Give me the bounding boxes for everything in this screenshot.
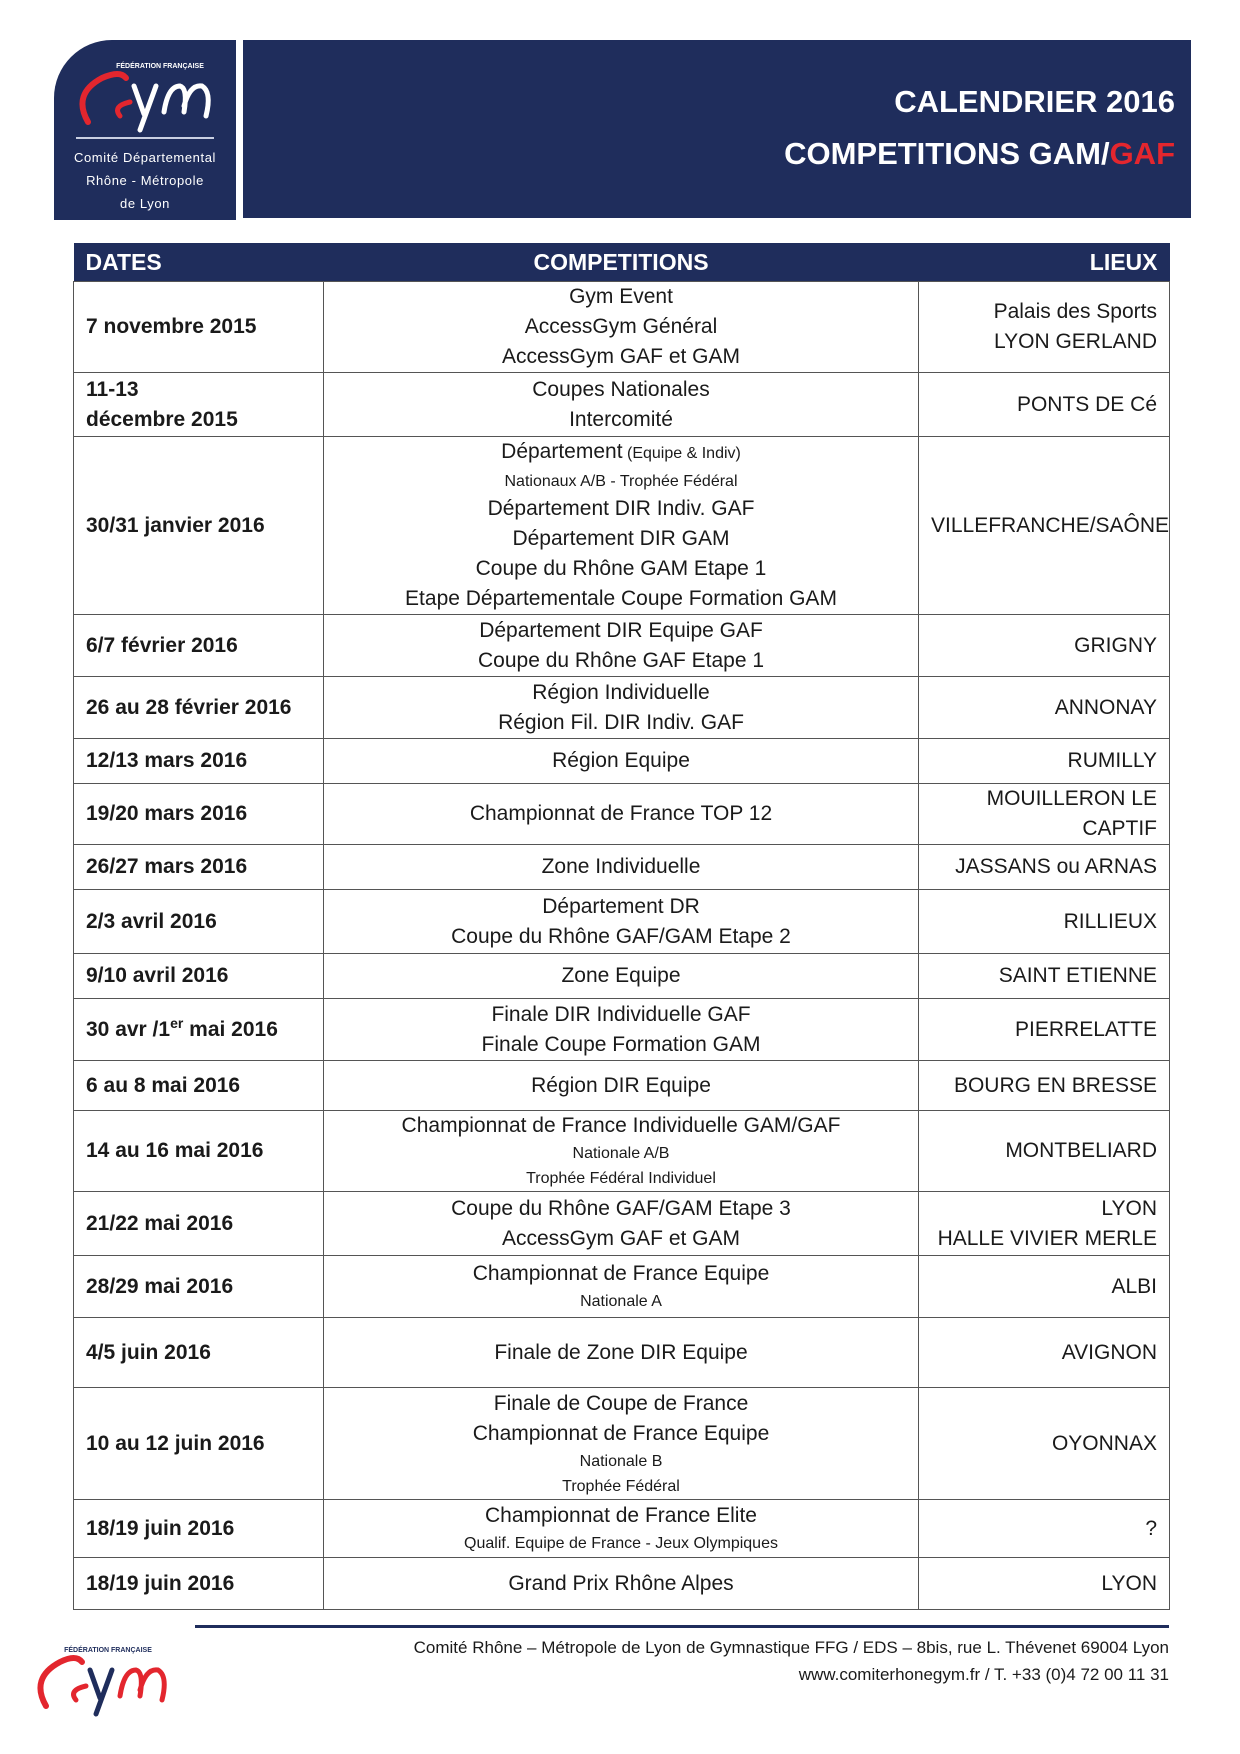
cell-line: LYON GERLAND — [994, 330, 1157, 353]
cell-text: Département — [501, 440, 623, 463]
footer-contact — [414, 1634, 1169, 1688]
table-row — [74, 845, 1170, 890]
date-cell — [74, 1500, 324, 1558]
cell-line: GRIGNY — [1074, 633, 1157, 657]
cell-line: HALLE VIVIER MERLE — [937, 1226, 1157, 1250]
location-cell — [919, 615, 1170, 677]
cell-line: 28/29 mai 2016 — [86, 1274, 234, 1298]
competition-cell — [324, 373, 919, 437]
cell-line: Département DIR GAM — [512, 527, 730, 550]
location-cell — [919, 677, 1170, 739]
cell-line: Coupe du Rhône GAF Etape 1 — [477, 648, 765, 672]
footer-address: Comité Rhône – Métropole de Lyon de Gymnastique FFG / EDS – 8bis, rue L. Thévenet 69004 Lyon — [413, 1638, 1169, 1657]
column-header-competitions: COMPETITIONS — [324, 243, 919, 282]
cell-line: 18/19 juin 2016 — [86, 1516, 235, 1540]
date-cell — [74, 437, 324, 615]
cell-line: 19/20 mars 2016 — [86, 802, 248, 825]
competition-cell — [324, 1256, 919, 1318]
date-cell — [74, 615, 324, 677]
cell-line: décembre 2015 — [86, 407, 238, 431]
committee-name-line: Comité Départemental — [73, 150, 217, 165]
cell-line: PIERRELATTE — [1015, 1017, 1157, 1041]
cell-line: RUMILLY — [1067, 749, 1157, 772]
cell-line: Région DIR Equipe — [531, 1073, 711, 1097]
competition-cell — [324, 1388, 919, 1500]
footer-logo-top-text: FÉDÉRATION FRANÇAISE — [64, 1647, 152, 1654]
location-cell — [919, 1318, 1170, 1388]
location-cell — [919, 1192, 1170, 1256]
location-cell — [919, 954, 1170, 999]
cell-subline: Nationale B — [579, 1452, 663, 1470]
date-cell — [74, 1318, 324, 1388]
cell-line: Zone Individuelle — [541, 855, 701, 878]
cell-line: 6 au 8 mai 2016 — [86, 1073, 241, 1097]
competition-cell — [324, 282, 919, 373]
table-row — [74, 282, 1170, 373]
cell-subline: Qualif. Equipe de France - Jeux Olympiques — [464, 1535, 778, 1552]
cell-line: 7 novembre 2015 — [86, 315, 257, 338]
location-cell — [919, 1388, 1170, 1500]
competition-cell — [324, 1192, 919, 1256]
cell-line: 4/5 juin 2016 — [86, 1340, 211, 1364]
cell-line: OYONNAX — [1051, 1431, 1157, 1455]
date-cell — [74, 1388, 324, 1500]
location-cell — [919, 1111, 1170, 1192]
date-cell — [74, 999, 324, 1061]
competition-cell — [324, 437, 919, 615]
title-line-1: CALENDRIER 2016 — [894, 84, 1175, 119]
cell-line: Championnat de France Individuelle GAM/GAF — [401, 1114, 841, 1137]
date-cell — [74, 677, 324, 739]
cell-line: Gym Event — [569, 285, 673, 308]
location-cell — [919, 999, 1170, 1061]
cell-line: ? — [1145, 1516, 1157, 1540]
cell-line: LYON — [1101, 1571, 1157, 1595]
cell-line: AccessGym GAF et GAM — [501, 345, 741, 368]
location-cell — [919, 373, 1170, 437]
cell-line: Département DIR Indiv. GAF — [487, 497, 755, 520]
table-row — [74, 1256, 1170, 1318]
footer-website-phone: www.comiterhonegym.fr / T. +33 (0)4 72 00 11 31 — [798, 1665, 1169, 1684]
location-cell — [919, 1256, 1170, 1318]
table-row — [74, 1061, 1170, 1111]
cell-line: Coupe du Rhône GAF/GAM Etape 2 — [451, 924, 791, 948]
date-cell — [74, 282, 324, 373]
cell-line: AVIGNON — [1061, 1340, 1157, 1364]
cell-line: ANNONAY — [1054, 695, 1157, 719]
cell-subline: Trophée Fédéral — [562, 1477, 680, 1495]
cell-line: PONTS DE Cé — [1016, 392, 1157, 416]
cell-line: 9/10 avril 2016 — [86, 964, 229, 987]
date-cell — [74, 954, 324, 999]
table-row — [74, 1192, 1170, 1256]
cell-line: 26 au 28 février 2016 — [86, 695, 292, 719]
cell-line: JASSANS ou ARNAS — [955, 855, 1157, 878]
table-row — [74, 615, 1170, 677]
ordinal-suffix: er — [170, 1014, 184, 1031]
cell-line: ALBI — [1111, 1274, 1157, 1298]
cell-line: Championnat de France TOP 12 — [469, 802, 773, 825]
location-cell — [919, 1061, 1170, 1111]
title-line-2 — [784, 128, 1175, 180]
cell-line: AccessGym GAF et GAM — [501, 1226, 741, 1250]
committee-name — [54, 146, 236, 215]
cell-line: Région Fil. DIR Indiv. GAF — [498, 710, 744, 734]
cell-line: 11-13 — [86, 377, 139, 401]
competition-cell — [324, 739, 919, 784]
cell-line: BOURG EN BRESSE — [953, 1073, 1157, 1097]
competition-cell — [324, 784, 919, 845]
date-cell — [74, 739, 324, 784]
location-cell — [919, 282, 1170, 373]
page-title — [784, 76, 1175, 180]
competition-cell — [324, 999, 919, 1061]
cell-line: Région Individuelle — [532, 680, 710, 704]
cell-line: Finale DIR Individuelle GAF — [491, 1002, 751, 1026]
cell-line: Championnat de France Equipe — [472, 1421, 770, 1445]
table-body — [74, 282, 1170, 1610]
table-row — [74, 890, 1170, 954]
federation-logo-box — [54, 40, 236, 220]
table-row — [74, 373, 1170, 437]
date-cell — [74, 784, 324, 845]
cell-line: VILLEFRANCHE/SAÔNE — [931, 513, 1170, 537]
cell-line: Finale de Coupe de France — [493, 1391, 749, 1415]
cell-line: Département DIR Equipe GAF — [479, 618, 763, 642]
table-row — [74, 1318, 1170, 1388]
footer-gym-logo-icon — [26, 1640, 172, 1720]
cell-line: LYON — [1101, 1196, 1157, 1220]
table-row — [74, 1388, 1170, 1500]
cell-line: Championnat de France Equipe — [472, 1262, 770, 1285]
cell-line: 18/19 juin 2016 — [86, 1571, 235, 1595]
cell-line: Département DR — [542, 894, 700, 918]
date-cell — [74, 845, 324, 890]
date-cell — [74, 1558, 324, 1610]
competition-cell — [324, 1558, 919, 1610]
logo-divider — [76, 137, 214, 139]
title-banner — [243, 40, 1191, 218]
table-row — [74, 1558, 1170, 1610]
title-line-2-accent: GAF — [1109, 136, 1175, 171]
date-cell — [74, 1192, 324, 1256]
cell-subline: Trophée Fédéral Individuel — [526, 1170, 716, 1187]
cell-line: RILLIEUX — [1063, 909, 1157, 933]
location-cell — [919, 437, 1170, 615]
column-header-dates: DATES — [74, 243, 324, 282]
location-cell — [919, 784, 1170, 845]
cell-line: 6/7 février 2016 — [86, 633, 238, 657]
competition-cell — [324, 615, 919, 677]
table-row — [74, 437, 1170, 615]
cell-line: Finale Coupe Formation GAM — [481, 1032, 761, 1056]
cell-line: 10 au 12 juin 2016 — [86, 1431, 265, 1455]
competition-cell — [324, 845, 919, 890]
competition-cell — [324, 890, 919, 954]
cell-text: mai 2016 — [183, 1017, 278, 1041]
cell-line: 14 au 16 mai 2016 — [86, 1139, 264, 1162]
cell-line — [336, 437, 906, 469]
cell-line: Intercomité — [569, 407, 673, 431]
date-cell — [74, 1061, 324, 1111]
competition-cell — [324, 1318, 919, 1388]
date-cell — [74, 1256, 324, 1318]
cell-line: Coupe du Rhône GAM Etape 1 — [475, 557, 767, 580]
cell-line: 30/31 janvier 2016 — [86, 513, 265, 537]
table-header-row — [74, 243, 1170, 282]
cell-note: (Equipe & Indiv) — [622, 445, 741, 462]
date-cell — [74, 1111, 324, 1192]
cell-subline: Nationale A/B — [572, 1145, 670, 1162]
cell-subline: Nationale A — [580, 1293, 662, 1310]
table-row — [74, 677, 1170, 739]
cell-line: MONTBELIARD — [1005, 1139, 1157, 1162]
cell-line: Championnat de France Elite — [485, 1504, 757, 1527]
cell-line: Coupe du Rhône GAF/GAM Etape 3 — [451, 1196, 791, 1220]
competition-cell — [324, 1500, 919, 1558]
cell-line: Zone Equipe — [561, 964, 681, 987]
date-cell — [74, 890, 324, 954]
cell-line — [86, 1015, 311, 1045]
cell-line: SAINT ETIENNE — [998, 964, 1157, 987]
cell-line: 26/27 mars 2016 — [86, 855, 248, 878]
cell-line: 12/13 mars 2016 — [86, 749, 248, 772]
cell-line: Palais des Sports — [993, 300, 1157, 323]
cell-line: AccessGym Général — [524, 315, 718, 338]
location-cell — [919, 890, 1170, 954]
cell-line: 2/3 avril 2016 — [86, 909, 217, 933]
cell-line: Etape Départementale Coupe Formation GAM — [405, 587, 837, 610]
title-line-2-main: COMPETITIONS GAM/ — [784, 136, 1110, 171]
cell-line: Finale de Zone DIR Equipe — [494, 1340, 748, 1364]
table-row — [74, 1500, 1170, 1558]
date-cell — [74, 373, 324, 437]
competition-cell — [324, 954, 919, 999]
footer-divider — [195, 1625, 1169, 1628]
calendar-table — [73, 243, 1170, 1610]
table-row — [74, 999, 1170, 1061]
cell-line: Coupes Nationales — [532, 377, 710, 401]
cell-line: Grand Prix Rhône Alpes — [508, 1571, 734, 1595]
table-row — [74, 954, 1170, 999]
location-cell — [919, 1500, 1170, 1558]
competition-cell — [324, 1061, 919, 1111]
column-header-lieux: LIEUX — [919, 243, 1170, 282]
cell-subline: Nationaux A/B - Trophée Fédéral — [504, 473, 738, 490]
location-cell — [919, 845, 1170, 890]
table-row — [74, 739, 1170, 784]
cell-text: 30 avr /1 — [86, 1017, 171, 1041]
table-row — [74, 784, 1170, 845]
competition-cell — [324, 677, 919, 739]
cell-line: MOUILLERON LE CAPTIF — [986, 787, 1157, 840]
committee-name-line: Rhône - Métropole — [86, 173, 204, 188]
logo-top-text: FÉDÉRATION FRANÇAISE — [116, 63, 204, 70]
location-cell — [919, 1558, 1170, 1610]
table-row — [74, 1111, 1170, 1192]
committee-name-line: de Lyon — [120, 196, 170, 211]
cell-line: Région Equipe — [552, 749, 690, 772]
competition-cell — [324, 1111, 919, 1192]
location-cell — [919, 739, 1170, 784]
cell-line: 21/22 mai 2016 — [86, 1211, 234, 1235]
gym-logo-icon — [68, 56, 222, 136]
